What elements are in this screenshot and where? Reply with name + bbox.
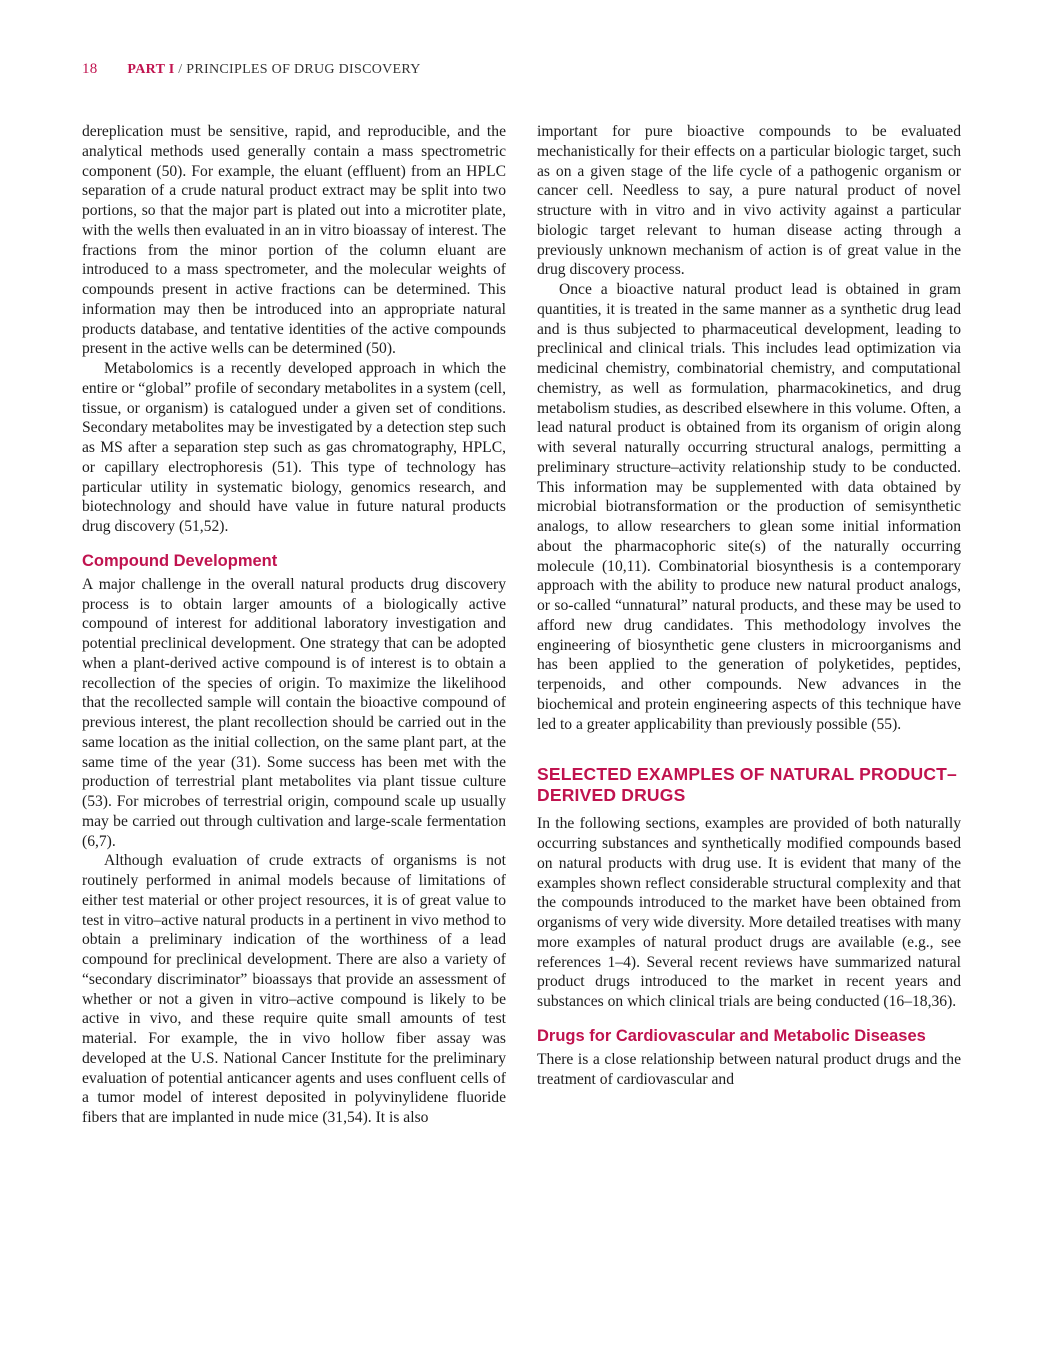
paragraph-cardiovascular: There is a close relationship between natural product drugs and the treatment of cardiovascular and — [537, 1050, 961, 1088]
paragraph-lead-optimization: Once a bioactive natural product lead is obtained in gram quantities, it is treated in the same manner as a synthetic drug lead and is thus subjected to pharmaceutical development, leading to preclinical and clinical trials. This includes lead optimization via medicinal chemistry, combinatorial chemistry, and computational chemistry, as well as formulation, pharmacokinetics, and drug metabolism studies, as described elsewhere in this volume. Often, a lead natural product is obtained from its organism of origin along with several naturally occurring structural analogs, permitting a preliminary structure–activity relationship study to be conducted. This information may be supplemented with data obtained by microbial biotransformation or the production of semisynthetic analogs, to allow researchers to glean some initial information about the pharmacophoric site(s) of the naturally occurring molecule (10,11). Combinatorial biosynthesis is a contemporary approach with the ability to produce new natural product analogs, or so-called “unnatural” natural products, and these may be used to afford new drug candidates. This methodology involves the engineering of biosynthetic gene clusters in microorganisms and has been applied to the generation of polyketides, peptides, terpenoids, and other compounds. New advances in the biochemical and protein engineering aspects of this technique have led to a greater applicability than previously possible (55). — [537, 281, 961, 733]
right-column — [537, 122, 961, 1089]
header-separator: / — [174, 62, 187, 77]
paragraph-crude-extracts: Although evaluation of crude extracts of organisms is not routinely performed in animal models because of limitations of either test material or other project resources, it is of great value to test in vitro–active natural products in a pertinent in vivo method to obtain a preliminary indication of the worthiness of a lead compound for preclinical development. There are also a variety of “secondary discriminator” bioassays that provide an assessment of whether or not a given in vitro–active compound is likely to be active in vivo, and these require quite small amounts of test material. For example, the in vivo hollow fiber assay was developed at the U.S. National Cancer Institute for the preliminary evaluation of potential anticancer agents and uses confluent cells of a tumor model of interest deposited in polyvinylidene fluoride fibers that are implanted in nude mice (31,54). It is also — [82, 852, 506, 1126]
heading-compound-development: Compound Development — [82, 551, 278, 570]
paragraph-metabolomics: Metabolomics is a recently developed approach in which the entire or “global” profile of secondary metabolites in a system (cell, tissue, or organism) is catalogued under a given set of conditions. Secondary metabolites may be investigated by a detection step such as MS after a separation step such as gas chromatography, HPLC, or capillary electrophoresis (51). This type of technology has particular utility in systematic biology, genomics research, and biotechnology and should have value in future natural products drug discovery (51,52). — [82, 360, 506, 535]
page-number: 18 — [82, 61, 98, 77]
left-column — [82, 122, 506, 1128]
paragraph-selected-examples: In the following sections, examples are provided of both naturally occurring substances and synthetically modified compounds based on natural products with drug use. It is evident that many of the examples shown reflect considerable structural complexity and that the compounds introduced to the market have been obtained from organisms of very wide diversity. More detailed treatises with many more examples of natural product drugs are available (e.g., see references 1–4). Several recent reviews have summarized natural product drugs introduced to the market in recent years and substances on which clinical trials are being conducted (16–18,36). — [537, 815, 961, 1010]
paragraph-compound-development: A major challenge in the overall natural products drug discovery process is to obtain larger amounts of a biologically active compound of interest for additional laboratory investigation and potential preclinical development. One strategy that can be adopted when a plant-derived active compound is of interest is to obtain a recollection of the species of origin. To maximize the likelihood that the recollected sample will contain the bioactive compound of previous interest, the plant recollection should be carried out in the same location as the initial collection, on the same plant part, at the same time of the year (31). Some success has been met with the production of terrestrial plant metabolites via plant tissue culture (53). For microbes of terrestrial origin, compound scale up usually may be carried out through cultivation and large-scale fermentation (6,7). — [82, 575, 506, 850]
part-title: PRINCIPLES OF DRUG DISCOVERY — [186, 62, 421, 77]
part-label: PART I — [127, 62, 175, 77]
paragraph-dereplication: dereplication must be sensitive, rapid, and reproducible, and the analytical methods used generally contain a mass spectrometric component (50). For example, the eluant (effluent) from an HPLC separation of a crude natural product extract may be split into two portions, so that the major part is plated out into a microtiter plate, with the wells then evaluated in an in vitro bioassay of interest. The fractions from the minor portion of the column eluant are introduced to a mass spectrometer, and the molecular weights of compounds present in active fractions can be determined. This information may then be introduced into an appropriate natural products database, and tentative identities of the active compounds present in the active wells can be determined (50). — [82, 123, 506, 358]
heading-cardiovascular-metabolic: Drugs for Cardiovascular and Metabolic Diseases — [537, 1026, 926, 1045]
running-head — [82, 61, 421, 78]
heading-selected-examples: SELECTED EXAMPLES OF NATURAL PRODUCT–DERIVED DRUGS — [537, 764, 957, 806]
paragraph-pure-bioactive: important for pure bioactive compounds to be evaluated mechanistically for their effects on a particular biologic target, such as on a given stage of the life cycle of a pathogenic organism or cancer cell. Needless to say, a pure natural product of novel structure with in vitro and in vivo activity against a particular biologic target relevant to human disease acting through a previously unknown mechanism of action is of great value in the drug discovery process. — [537, 123, 961, 279]
